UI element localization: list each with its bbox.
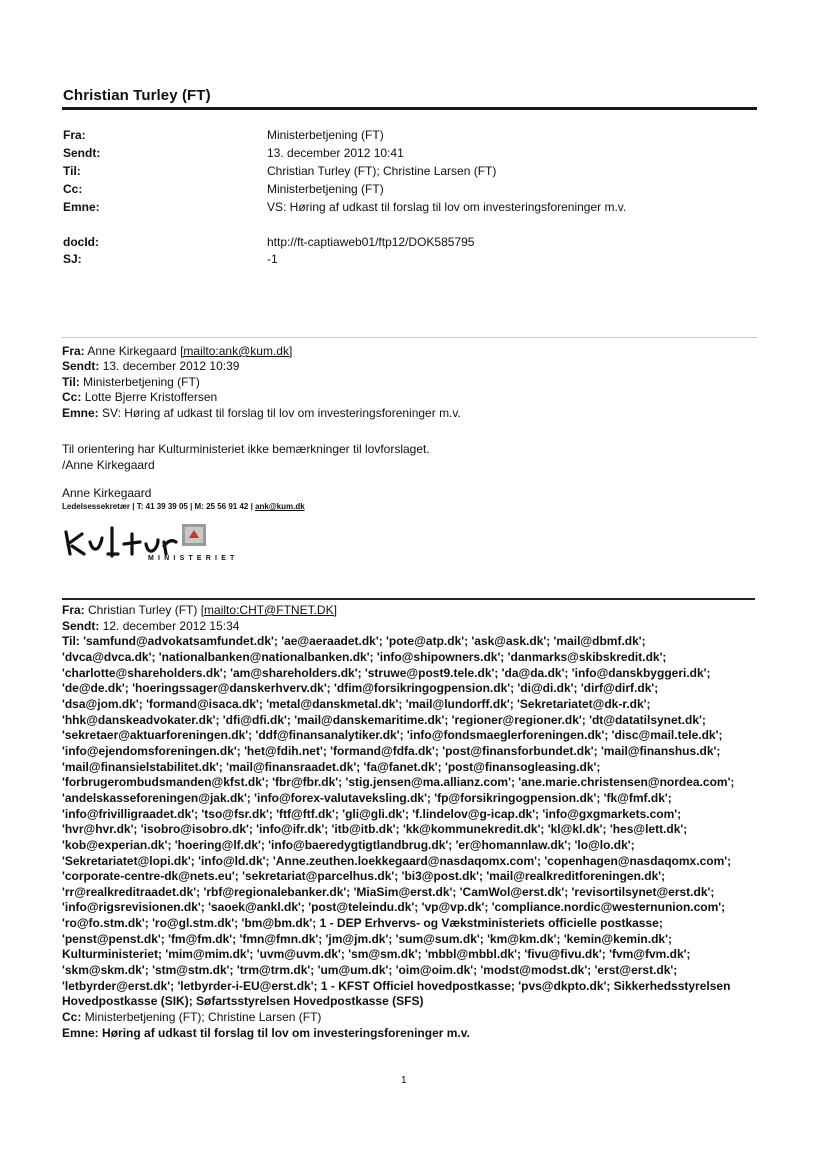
orig-subject-value: Høring af udkast til forslag til lov om investeringsforeninger m.v. [102, 1025, 470, 1040]
orig-sent-value: 12. december 2012 15:34 [102, 618, 240, 633]
meta-to-value: Christian Turley (FT); Christine Larsen (FT) [267, 164, 497, 178]
recipient-line: 'info@frivilligraadet.dk'; 'tso@fsr.dk'; 'ftf@ftf.dk'; 'gli@gli.dk'; 'f.lindelov@g-icap.dk'; 'info@gxgmarkets.com'; [62, 806, 682, 821]
orig-cc-label: Cc: [62, 1010, 82, 1025]
orig-to-label: Til: [62, 634, 80, 649]
meta-sent-row [63, 146, 763, 162]
orig-from-value: Christian Turley (FT) [88, 603, 198, 617]
meta-subject-value: VS: Høring af udkast til forslag til lov om investeringsforeninger m.v. [267, 200, 627, 214]
meta-subject-label: Emne: [63, 200, 100, 214]
meta-cc-label: Cc: [63, 182, 83, 196]
recipient-line: 'skm@skm.dk'; 'stm@stm.dk'; 'trm@trm.dk'; 'um@um.dk'; 'oim@oim.dk'; 'modst@modst.dk'; 'erst@erst.dk'; [62, 963, 678, 978]
reply-subject-label: Emne: [62, 405, 99, 420]
reply-cc-value: Lotte Bjerre Kristoffersen [84, 390, 218, 405]
recipient-line: 'charlotte@shareholders.dk'; 'am@shareholders.dk'; 'struwe@post9.tele.dk'; 'da@da.dk'; 'info@danskbyggeri.dk'; [62, 665, 711, 680]
page-number: 1 [401, 1075, 407, 1086]
recipient-line: 'info@ejendomsforeningen.dk'; 'het@fdih.net'; 'formand@fdfa.dk'; 'post@finansforbundet.dk'; 'mail@finanshus.dk'; [62, 743, 721, 758]
recipient-line: 'info@rigsrevisionen.dk'; 'saoek@ankl.dk'; 'post@teleindu.dk'; 'vp@vp.dk'; 'compliance.nordic@westernunion.com'; [62, 900, 726, 915]
recipient-line: 'sekretaer@aktuarforeningen.dk'; 'ddf@finansanalytiker.dk'; 'info@fondsmaeglerforeningen.dk'; 'disc@mail.tele.dk'; [62, 728, 723, 743]
recipient-line: 'forbrugerombudsmanden@kfst.dk'; 'fbr@fbr.dk'; 'stig.jensen@ma.allianz.com'; 'ane.marie.christensen@nordea.com'; [62, 775, 735, 790]
reply-body [62, 441, 430, 473]
recipient-line: 'dvca@dvca.dk'; 'nationalbanken@nationalbanken.dk'; 'info@shipowners.dk'; 'danmarks@skibskredit.dk'; [62, 649, 667, 664]
reply-subject-line [62, 406, 461, 421]
recipient-line [62, 634, 762, 650]
meta-docid-label: docId: [63, 235, 99, 249]
meta-docid-row [63, 235, 763, 251]
orig-cc-line [62, 1010, 762, 1026]
reply-to-line [62, 375, 461, 390]
recipient-line: 'de@de.dk'; 'hoeringssager@danskerhverv.dk'; 'dfim@forsikringogpension.dk'; 'di@di.dk'; 'dirf@dirf.dk'; [62, 681, 659, 696]
original-message [62, 603, 762, 1041]
recipient-line: Kulturministeriet; 'mim@mim.dk'; 'uvm@uvm.dk'; 'sm@sm.dk'; 'mbbl@mbbl.dk'; 'fivu@fivu.dk'; 'fvm@fvm.dk'; [62, 947, 691, 962]
reply-from-value: Anne Kirkegaard [87, 344, 177, 358]
signature-email-link[interactable]: ank@kum.dk [255, 502, 305, 511]
header-rule [62, 107, 757, 110]
orig-sent-label: Sendt: [62, 618, 100, 633]
reply-to-label: Til: [62, 374, 80, 389]
recipient-line: Hovedpostkasse (SIK); Søfartsstyrelsen Hovedpostkasse (SFS) [62, 994, 424, 1009]
reply-sent-value: 13. december 2012 10:39 [102, 359, 240, 374]
reply-mailto-link[interactable]: [mailto:ank@kum.dk] [180, 344, 293, 358]
meta-sj-label: SJ: [63, 252, 82, 266]
reply-from-line [62, 344, 461, 359]
orig-mailto-link[interactable]: [mailto:CHT@FTNET.DK] [200, 603, 337, 617]
reply-sent-line [62, 359, 461, 374]
meta-cc-row [63, 182, 763, 198]
recipient-line: 'Sekretariatet@lopi.dk'; 'info@ld.dk'; 'Anne.zeuthen.loekkegaard@nasdaqomx.com'; 'copenhagen@nasdaqomx.com'; [62, 853, 732, 868]
orig-subject-label: Emne: [62, 1025, 99, 1040]
reply-header [62, 344, 461, 421]
recipient-line: 'mail@finansielstabilitet.dk'; 'mail@finansraadet.dk'; 'fa@fanet.dk'; 'post@finansogleasing.dk'; [62, 759, 601, 774]
forward-separator [62, 598, 755, 600]
reply-cc-label: Cc: [62, 390, 82, 405]
reply-subject-value: SV: Høring af udkast til forslag til lov om investeringsforeninger m.v. [102, 405, 461, 420]
recipient-line: 'andelskasseforeningen@jak.dk'; 'info@forex-valutaveksling.dk'; 'fp@forsikringogpension.dk'; 'fk@fmf.dk'; [62, 790, 672, 805]
meta-to-row [63, 164, 763, 180]
meta-to-label: Til: [63, 164, 81, 178]
meta-docid-value[interactable]: http://ft-captiaweb01/ftp12/DOK585795 [267, 235, 475, 249]
recipient-line: 'kob@experian.dk'; 'hoering@lf.dk'; 'info@baeredygtigtlandbrug.dk'; 'er@homannlaw.dk'; 'lo@lo.dk'; [62, 837, 635, 852]
reply-to-value: Ministerbetjening (FT) [83, 374, 200, 389]
signature-details [62, 502, 305, 511]
meta-sj-value: -1 [267, 252, 278, 266]
recipient-text: 'samfund@advokatsamfundet.dk'; 'ae@aeraadet.dk'; 'pote@atp.dk'; 'ask@ask.dk'; 'mail@dbmf.dk'; [83, 634, 646, 649]
recipient-line: 'penst@penst.dk'; 'fm@fm.dk'; 'fmn@fmn.dk'; 'jm@jm.dk'; 'sum@sum.dk'; 'km@km.dk'; 'kemin@kemin.dk'; [62, 931, 672, 946]
recipient-line: 'rr@realkreditraadet.dk'; 'rbf@regionalebanker.dk'; 'MiaSim@erst.dk'; 'CamWol@erst.dk'; 'revisortilsynet@erst.dk'; [62, 884, 715, 899]
reply-body-signoff: /Anne Kirkegaard [62, 458, 155, 472]
meta-sent-label: Sendt: [63, 146, 101, 160]
reply-sent-label: Sendt: [62, 359, 100, 374]
mailbox-owner-name: Christian Turley (FT) [63, 87, 211, 104]
orig-from-label: Fra: [62, 603, 85, 617]
orig-from-line [62, 603, 762, 619]
signature-name: Anne Kirkegaard [62, 486, 152, 500]
recipient-line: 'ro@fo.stm.dk'; 'ro@gl.stm.dk'; 'bm@bm.dk'; 1 - DEP Erhvervs- og Vækstministeriets officielle postkasse; [62, 916, 663, 931]
meta-from-value: Ministerbetjening (FT) [267, 128, 384, 142]
recipient-line: 'letbyrder@erst.dk'; 'letbyrder-i-EU@erst.dk'; 1 - KFST Officiel hovedpostkasse; 'pvs@dkpto.dk'; Sikkerhedsstyrelsen [62, 978, 731, 993]
meta-from-row [63, 128, 763, 144]
logo-tagline: MINISTERIET [148, 555, 239, 562]
meta-subject-row [63, 200, 763, 216]
orig-cc-value: Ministerbetjening (FT); Christine Larsen (FT) [84, 1010, 322, 1025]
recipient-line: 'hvr@hvr.dk'; 'isobro@isobro.dk'; 'info@ifr.dk'; 'itb@itb.dk'; 'kk@kommunekredit.dk'; 'kl@kl.dk'; 'hes@lett.dk'; [62, 822, 688, 837]
recipient-line: 'dsa@jom.dk'; 'formand@isaca.dk'; 'metal@danskmetal.dk'; 'mail@lundorff.dk'; 'Sekretariatet@dk-r.dk'; [62, 696, 651, 711]
orig-subject-line [62, 1026, 762, 1042]
recipient-line: 'corporate-centre-dk@nets.eu'; 'sekretariat@parcelhus.dk'; 'bi3@post.dk'; 'mail@realkreditforeningen.dk'; [62, 869, 666, 884]
orig-recipient-list [62, 634, 762, 1010]
signature-contact: Ledelsessekretær | T: 41 39 39 05 | M: 25 56 91 42 | [62, 502, 256, 511]
meta-sent-value: 13. december 2012 10:41 [267, 146, 404, 160]
orig-sent-line [62, 619, 762, 635]
reply-cc-line [62, 390, 461, 405]
reply-body-line: Til orientering har Kulturministeriet ikke bemærkninger til lovforslaget. [62, 442, 430, 456]
recipient-line: 'hhk@danskeadvokater.dk'; 'dfi@dfi.dk'; 'mail@danskemaritime.dk'; 'regioner@regioner.dk'; 'dt@datatilsynet.dk'; [62, 712, 706, 727]
meta-from-label: Fra: [63, 128, 86, 142]
meta-cc-value: Ministerbetjening (FT) [267, 182, 384, 196]
reply-from-label: Fra: [62, 344, 85, 358]
meta-sj-row [63, 252, 763, 268]
section-divider [62, 337, 757, 338]
